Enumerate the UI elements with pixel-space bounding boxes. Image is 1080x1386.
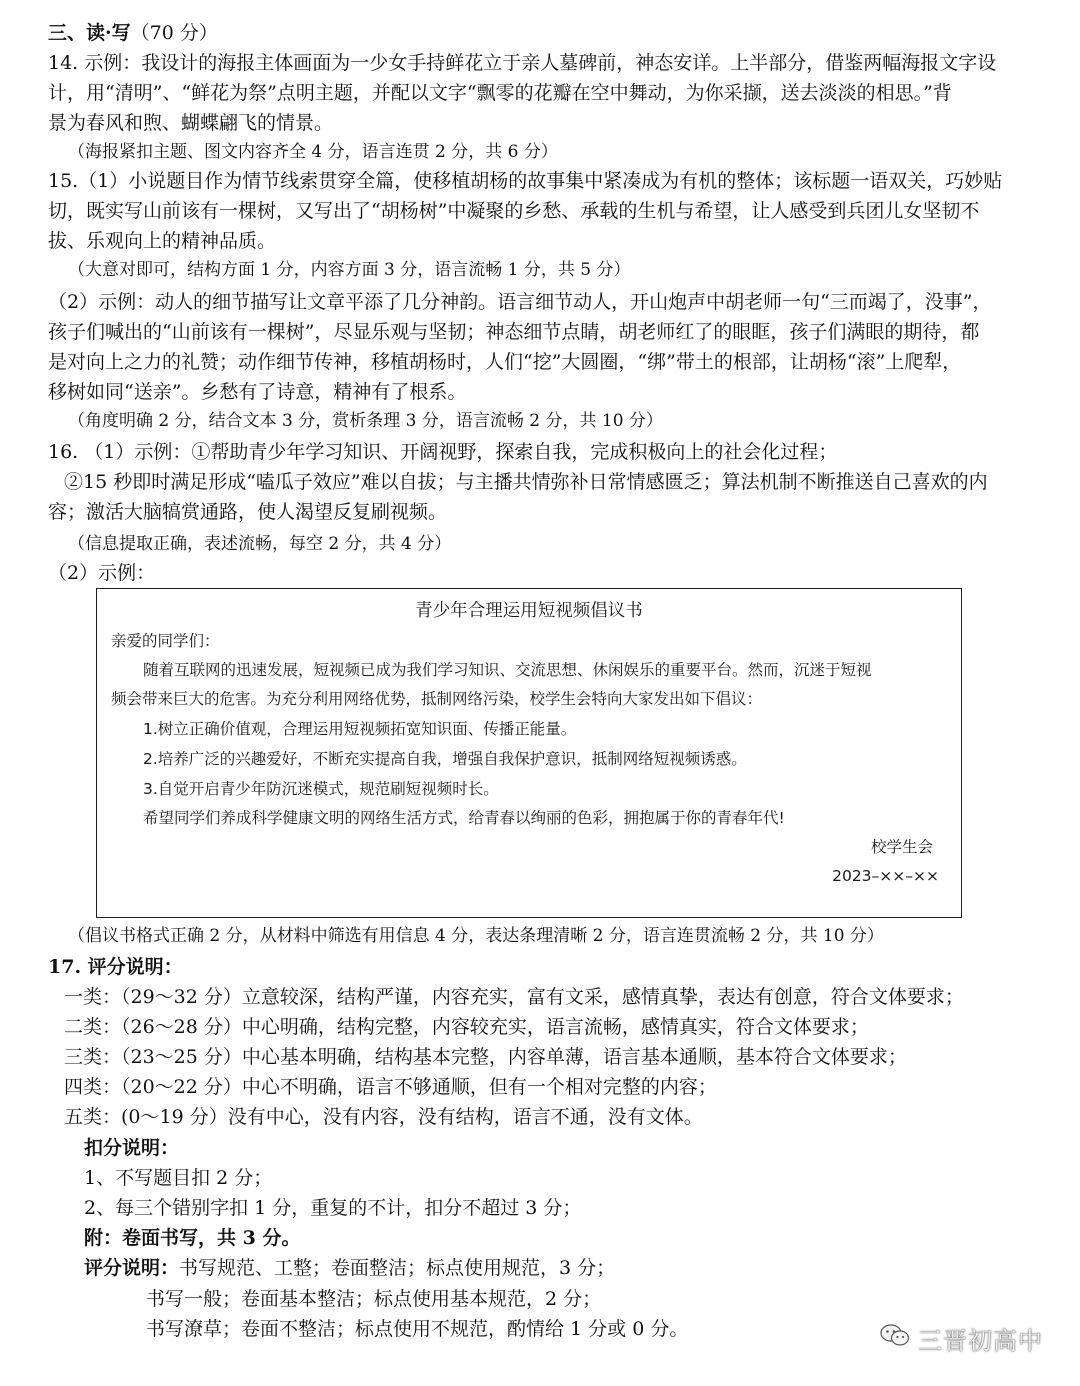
proposal-item: 3.自觉开启青少年防沉迷模式，规范刷短视频时长。	[143, 780, 499, 798]
q17-appendix-scoring-line: 书写一般；卷面基本整洁；标点使用基本规范，2 分；	[146, 1288, 602, 1310]
watermark	[880, 1316, 1043, 1360]
watermark-text: 三晋初高中	[918, 1326, 1043, 1355]
q17-deduction: 2、每三个错别字扣 1 分，重复的不计，扣分不超过 3 分；	[84, 1197, 582, 1219]
q17-appendix: 附：卷面书写，共 3 分。	[84, 1227, 301, 1249]
q15-part1-line: 切，既实写山前该有一棵树，又写出了“胡杨树”中凝聚的乡愁、承载的生机与希望，让人感受到兵团儿女坚韧不	[48, 200, 980, 222]
q15-part2-line: （2）示例：动人的细节描写让文章平添了几分神韵。语言细节动人，开山炮声中胡老师一句“三而竭了，没事”，	[48, 291, 992, 313]
q17-deduction-heading: 扣分说明：	[84, 1137, 180, 1159]
wechat-icon	[880, 1323, 910, 1353]
q15-part2-line: 孩子们喊出的“山前该有一棵树”，尽显乐观与坚韧；神态细节点睛，胡老师红了的眼眶，孩子们满眼的期待，都	[48, 321, 980, 343]
q17-heading: 17. 评分说明：	[48, 956, 183, 978]
proposal-box	[96, 588, 962, 918]
q15-part1-line: 15.（1）小说题目作为情节线索贯穿全篇，使移植胡杨的故事集中紧凑成为有机的整体；该标题一语双关，巧妙贴	[48, 170, 1003, 192]
proposal-title: 青少年合理运用短视频倡议书	[415, 601, 643, 621]
q17-appendix-scoring-line: 书写规范、工整；卷面整洁；标点使用规范，3 分；	[179, 1257, 616, 1279]
q17-grade: 三类：（23～25 分）中心基本明确，结构基本完整，内容单薄，语言基本通顺，基本符合文体要求；	[64, 1046, 907, 1068]
section-heading-label: 三、读·写	[48, 22, 131, 44]
q17-deduction: 1、不写题目扣 2 分；	[84, 1167, 273, 1189]
proposal-closing: 希望同学们养成科学健康文明的网络生活方式，给青春以绚丽的色彩，拥抱属于你的青春年代!	[143, 809, 785, 827]
q14-scoring: （海报紧扣主题、图文内容齐全 4 分，语言连贯 2 分，共 6 分）	[68, 142, 558, 162]
proposal-date: 2023–××–××	[832, 867, 939, 885]
q17-appendix-scoring-line: 书写潦草；卷面不整洁；标点使用不规范，酌情给 1 分或 0 分。	[146, 1318, 689, 1340]
q15-part2-line: 移树如同“送亲”。乡愁有了诗意，精神有了根系。	[48, 381, 467, 403]
q15-part1-line: 拔、乐观向上的精神品质。	[48, 230, 277, 252]
q15-part2-scoring: （角度明确 2 分，结合文本 3 分，赏析条理 3 分，语言流畅 2 分，共 10 分）	[68, 411, 663, 431]
proposal-body-line: 随着互联网的迅速发展，短视频已成为我们学习知识、交流思想、休闲娱乐的重要平台。然而，沉迷于短视	[143, 661, 872, 679]
q17-grade: 五类：(0～19 分）没有中心，没有内容，没有结构，语言不通，没有文体。	[64, 1106, 703, 1128]
q16-part1-line: ②15 秒即时满足形成“嗑瓜子效应”难以自拔；与主播共情弥补日常情感匮乏；算法机制不断推送自己喜欢的内	[64, 471, 988, 493]
q16-part1-scoring: （信息提取正确，表述流畅，每空 2 分，共 4 分）	[68, 534, 452, 554]
proposal-salutation: 亲爱的同学们：	[111, 632, 220, 650]
q14-line: 14. 示例：我设计的海报主体画面为一少女手持鲜花立于亲人墓碑前，神态安详。上半部分，借鉴两幅海报文字设	[48, 52, 997, 74]
q17-grade: 一类：（29～32 分）立意较深，结构严谨，内容充实，富有文采，感情真挚，表达有创意，符合文体要求；	[64, 986, 964, 1008]
q15-part2-line: 是对向上之力的礼赞；动作细节传神，移植胡杨时，人们“挖”大圆圈，“绑”带土的根部，让胡杨“滚”上爬犁，	[48, 351, 962, 373]
q17-grade: 四类：（20～22 分）中心不明确，语言不够通顺，但有一个相对完整的内容；	[64, 1076, 717, 1098]
q17-grade: 二类：（26～28 分）中心明确，结构完整，内容较充实，语言流畅，感情真实，符合文体要求；	[64, 1016, 869, 1038]
proposal-body-line: 频会带来巨大的危害。为充分利用网络优势，抵制网络污染，校学生会特向大家发出如下倡议：	[111, 690, 763, 708]
section-heading	[48, 18, 1060, 48]
q17-appendix-scoring-row	[84, 1253, 1060, 1283]
proposal-item: 1.树立正确价值观，合理运用短视频拓宽知识面、传播正能量。	[143, 720, 577, 738]
section-heading-score: （70 分）	[130, 22, 218, 44]
q17-appendix-scoring-label: 评分说明：	[84, 1257, 180, 1279]
q16-part2-scoring: （倡议书格式正确 2 分，从材料中筛选有用信息 4 分，表达条理清晰 2 分，语言连贯流畅 2 分，共 10 分）	[68, 926, 884, 946]
q14-line: 计，用“清明”、“鲜花为祭”点明主题，并配以文字“飘零的花瓣在空中舞动，为你采撷，送去淡淡的相思。”背	[48, 82, 952, 104]
proposal-item: 2.培养广泛的兴趣爱好，不断充实提高自我，增强自我保护意识，抵制网络短视频诱惑。	[143, 750, 747, 768]
q16-part2-intro: （2）示例：	[48, 562, 156, 584]
q16-part1-line: 容；激活大脑犒赏通路，使人渴望反复刷视频。	[48, 501, 448, 523]
q15-part1-scoring: （大意对即可，结构方面 1 分，内容方面 3 分，语言流畅 1 分，共 5 分）	[68, 260, 631, 280]
q14-line: 景为春风和煦、蝴蝶翩飞的情景。	[48, 112, 334, 134]
q16-part1-line: 16. （1）示例：①帮助青少年学习知识、开阔视野，探索自我，完成积极向上的社会化过程；	[48, 441, 838, 463]
proposal-signature: 校学生会	[870, 838, 933, 856]
